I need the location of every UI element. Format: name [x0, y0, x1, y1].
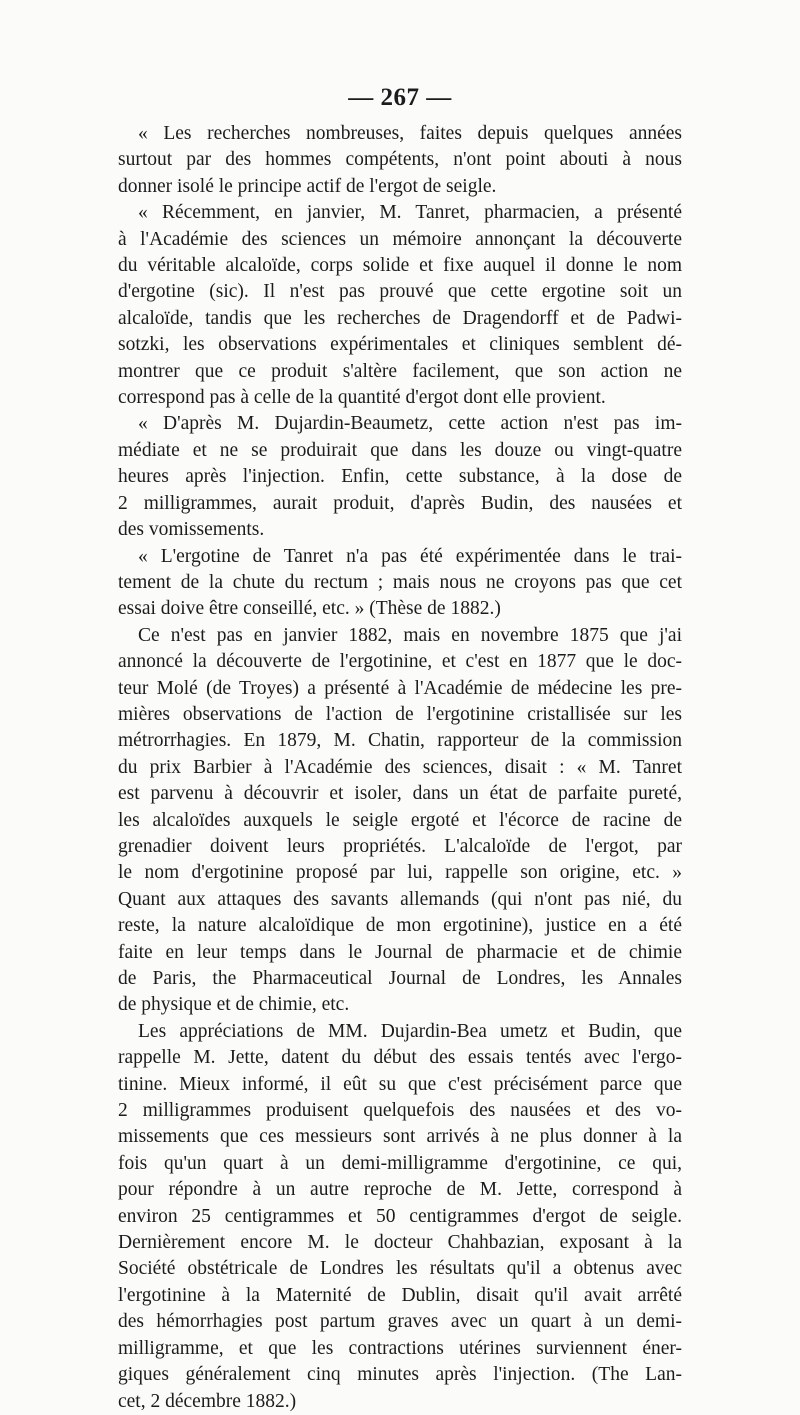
text-line: environ 25 centigrammes et 50 centigrammes d'ergot de seigle. [118, 1205, 682, 1227]
text-line: « Récemment, en janvier, M. Tanret, pharmacien, a présenté [138, 202, 682, 224]
paragraph [118, 411, 682, 543]
text-line: les alcaloïdes auxquels le seigle ergoté et l'écorce de racine de [118, 809, 682, 831]
text-line: faite en leur temps dans le Journal de pharmacie et de chimie [118, 941, 682, 963]
text-line: de physique et de chimie, etc. [118, 994, 350, 1016]
text-line: « L'ergotine de Tanret n'a pas été expérimentée dans le trai- [138, 545, 682, 567]
text-line: du véritable alcaloïde, corps solide et fixe auquel il donne le nom [118, 255, 682, 277]
text-line: annoncé la découverte de l'ergotinine, et c'est en 1877 que le doc- [118, 651, 682, 673]
text-line: rappelle M. Jette, datent du début des essais tentés avec l'ergo- [118, 1047, 682, 1069]
text-line: pour répondre à un autre reproche de M. Jette, correspond à [118, 1179, 682, 1201]
text-line: alcaloïde, tandis que les recherches de Dragendorff et de Padwi- [118, 307, 682, 329]
text-line: fois qu'un quart à un demi-milligramme d'ergotinine, ce qui, [118, 1152, 682, 1174]
text-line: d'ergotine (sic). Il n'est pas prouvé que cette ergotine soit un [118, 281, 682, 303]
text-line: montrer que ce produit s'altère facilement, que son action ne [118, 360, 682, 382]
text-line: est parvenu à découvrir et isoler, dans un état de parfaite pureté, [118, 783, 682, 805]
paragraph [118, 200, 682, 411]
text-line: donner isolé le principe actif de l'ergot de seigle. [118, 175, 497, 197]
text-line: correspond pas à celle de la quantité d'ergot dont elle provient. [118, 387, 606, 409]
text-line: du prix Barbier à l'Académie des sciences, disait : « M. Tanret [118, 756, 682, 778]
text-line: 2 milligrammes, aurait produit, d'après Budin, des nausées et [118, 492, 682, 514]
text-line: missements que ces messieurs sont arrivés à ne plus donner à la [118, 1126, 682, 1148]
text-line: cet, 2 décembre 1882.) [118, 1390, 297, 1412]
text-line: grenadier doivent leurs propriétés. L'alcaloïde de l'ergot, par [118, 835, 682, 857]
paragraph [118, 544, 682, 623]
text-line: médiate et ne se produirait que dans les douze ou vingt-quatre [118, 439, 682, 461]
text-line: milligramme, et que les contractions utérines surviennent éner- [118, 1337, 682, 1359]
text-line: Ce n'est pas en janvier 1882, mais en novembre 1875 que j'ai [138, 624, 682, 646]
text-line: teur Molé (de Troyes) a présenté à l'Académie de médecine les pre- [118, 677, 682, 699]
text-line: heures après l'injection. Enfin, cette substance, à la dose de [118, 466, 682, 488]
text-line: giques généralement cinq minutes après l'injection. (The Lan- [118, 1364, 682, 1386]
text-line: Quant aux attaques des savants allemands (qui n'ont pas nié, du [118, 888, 682, 910]
text-line: l'ergotinine à la Maternité de Dublin, disait qu'il avait arrêté [118, 1284, 682, 1306]
text-line: reste, la nature alcaloïdique de mon ergotinine), justice en a été [118, 915, 682, 937]
text-line: Société obstétricale de Londres les résultats qu'il a obtenus avec [118, 1258, 682, 1280]
text-line: de Paris, the Pharmaceutical Journal de Londres, les Annales [118, 968, 682, 989]
text-line: Dernièrement encore M. le docteur Chahbazian, exposant à la [118, 1232, 682, 1254]
text-line: sotzki, les observations expérimentales et cliniques semblent dé- [118, 334, 682, 356]
paragraph [118, 121, 682, 200]
paragraph [118, 623, 682, 1019]
text-line: Les appréciations de MM. Dujardin-Bea umetz et Budin, que [138, 1020, 682, 1042]
paragraph [118, 1019, 682, 1415]
text-line: tinine. Mieux informé, il eût su que c'est précisément parce que [118, 1073, 682, 1095]
text-line: mières observations de l'action de l'ergotinine cristallisée sur les [118, 703, 682, 725]
text-line: métrorrhagies. En 1879, M. Chatin, rapporteur de la commission [118, 730, 682, 752]
text-line: essai doive être conseillé, etc. » (Thèse de 1882.) [118, 598, 501, 620]
text-line: des vomissements. [118, 519, 265, 541]
page-body [118, 121, 682, 1415]
text-line: tement de la chute du rectum ; mais nous ne croyons pas que cet [118, 571, 682, 593]
text-line: à l'Académie des sciences un mémoire annonçant la découverte [118, 228, 682, 250]
text-line: surtout par des hommes compétents, n'ont point abouti à nous [118, 149, 682, 171]
text-line: « Les recherches nombreuses, faites depuis quelques années [138, 123, 682, 144]
text-line: « D'après M. Dujardin-Beaumetz, cette action n'est pas im- [138, 413, 682, 435]
page-number: — 267 — [348, 84, 452, 111]
text-line: 2 milligrammes produisent quelquefois des nausées et des vo- [118, 1100, 682, 1122]
text-line: des hémorrhagies post partum graves avec un quart à un demi- [118, 1311, 682, 1333]
text-line: le nom d'ergotinine proposé par lui, rappelle son origine, etc. » [118, 862, 682, 884]
